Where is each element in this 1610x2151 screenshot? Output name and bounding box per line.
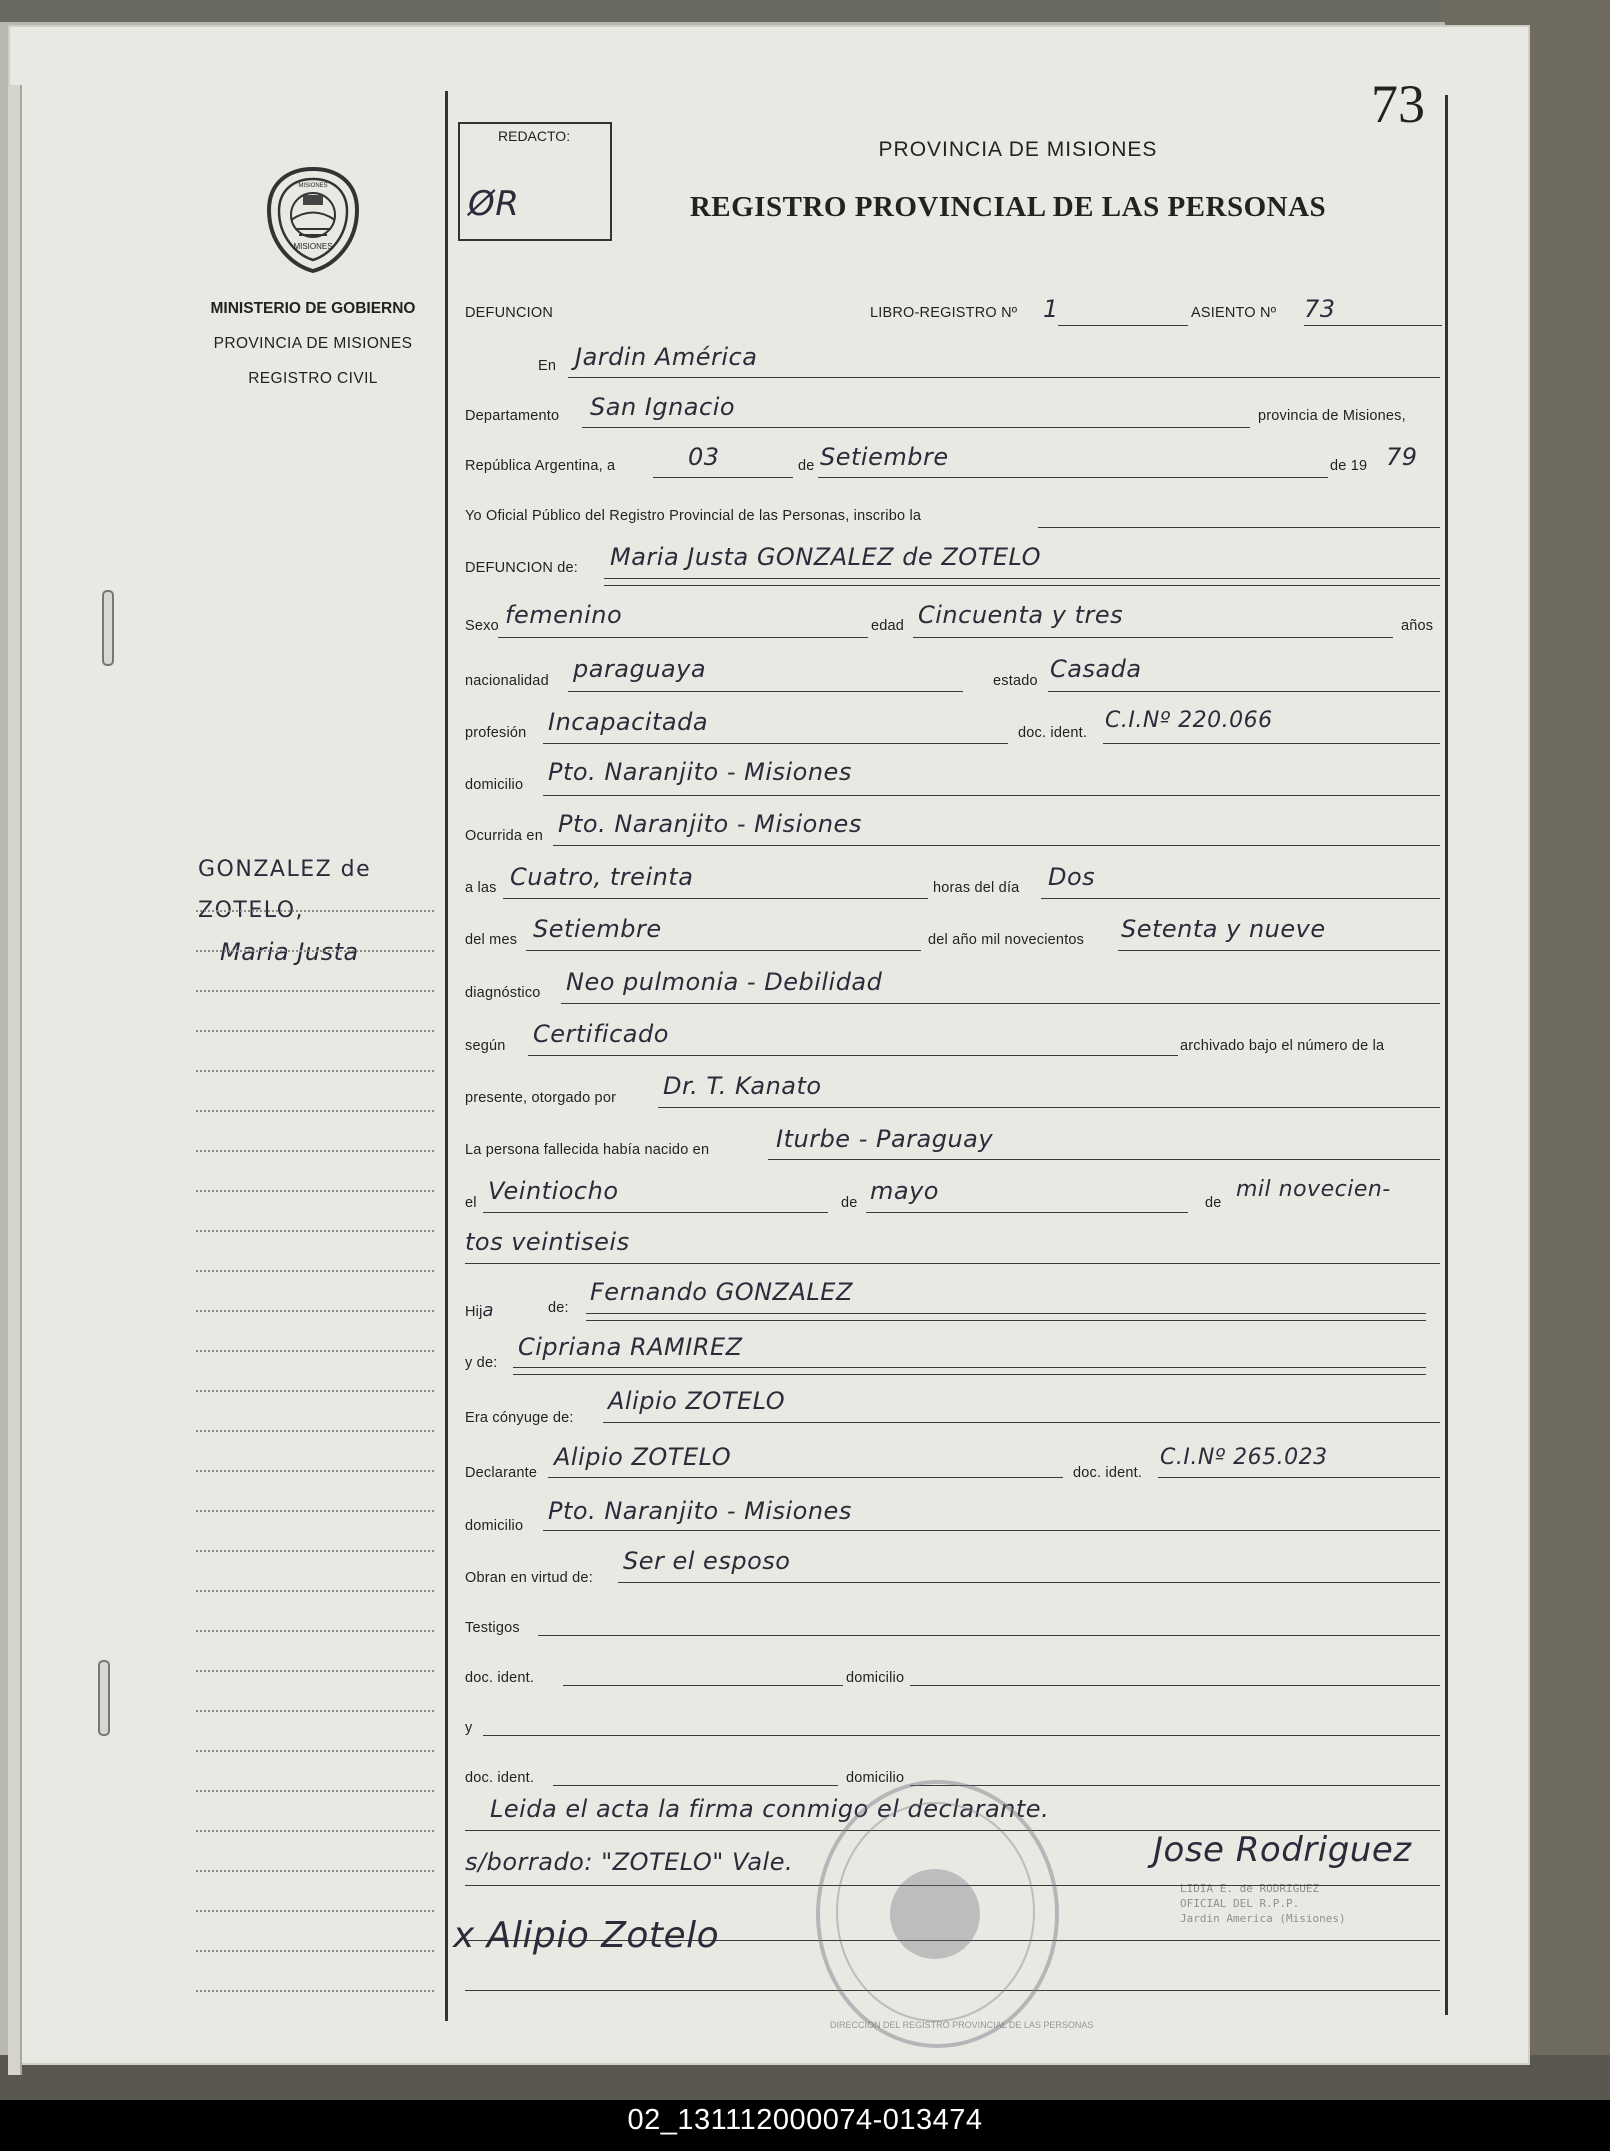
testigos-line bbox=[538, 1635, 1440, 1636]
hija-suffix: a bbox=[482, 1300, 495, 1321]
doc-ident2-line bbox=[1158, 1477, 1440, 1478]
diagnostico-value: Neo pulmonia - Debilidad bbox=[566, 968, 883, 996]
doc-ident-line bbox=[1103, 743, 1440, 744]
defuncion-line2 bbox=[604, 585, 1440, 586]
margin-dotted-line bbox=[196, 1350, 434, 1352]
nacionalidad-label: nacionalidad bbox=[465, 673, 549, 689]
margin-dotted-line bbox=[196, 1710, 434, 1712]
de3-label: de bbox=[1205, 1195, 1222, 1211]
redacto-box bbox=[458, 122, 612, 241]
anio-value: 79 bbox=[1386, 443, 1418, 471]
estado-line bbox=[1048, 691, 1440, 692]
nacido-label: La persona fallecida había nacido en bbox=[465, 1142, 710, 1158]
mes-value: Setiembre bbox=[820, 443, 949, 471]
profesion-label: profesión bbox=[465, 725, 527, 741]
domicilio2-value: Pto. Naranjito - Misiones bbox=[548, 1497, 852, 1525]
margin-dotted-line bbox=[196, 1190, 434, 1192]
domicilio4-label: domicilio bbox=[846, 1770, 905, 1786]
seal-top-text: MISIONES bbox=[298, 183, 328, 189]
ocurrida-value: Pto. Naranjito - Misiones bbox=[558, 810, 862, 838]
hija-label bbox=[465, 1300, 494, 1321]
hija-prefix: Hij bbox=[465, 1304, 483, 1320]
margin-dotted-line bbox=[196, 1110, 434, 1112]
seal-bottom-text: MISIONES bbox=[293, 242, 333, 251]
register-page bbox=[8, 25, 1530, 2065]
doc-ident4-label: doc. ident. bbox=[465, 1770, 535, 1786]
margin-dotted-line bbox=[196, 1270, 434, 1272]
presente-line bbox=[658, 1107, 1440, 1108]
dia-line bbox=[653, 477, 793, 478]
yde-label: y de: bbox=[465, 1355, 498, 1371]
margin-dotted-line bbox=[196, 1510, 434, 1512]
margin-dotted-line bbox=[196, 1430, 434, 1432]
diagnostico-line bbox=[561, 1003, 1440, 1004]
segun-line bbox=[528, 1055, 1178, 1056]
horas-label: horas del día bbox=[933, 880, 1020, 896]
padre-value: Fernando GONZALEZ bbox=[590, 1278, 853, 1306]
margin-dotted-line bbox=[196, 1750, 434, 1752]
domicilio2-line bbox=[543, 1530, 1440, 1531]
defuncion-label: DEFUNCION bbox=[465, 305, 553, 321]
ocurrida-line bbox=[553, 845, 1440, 846]
doc-ident2-value: C.I.Nº 265.023 bbox=[1160, 1445, 1328, 1470]
staple bbox=[98, 1660, 110, 1736]
y-line bbox=[483, 1735, 1440, 1736]
dia-value: 03 bbox=[688, 443, 720, 471]
edad-label: edad bbox=[871, 618, 905, 634]
margin-dotted-line bbox=[196, 910, 434, 912]
presente-value: Dr. T. Kanato bbox=[663, 1072, 822, 1100]
domicilio2-label: domicilio bbox=[465, 1518, 524, 1534]
sobreraspado-text: s/borrado: "ZOTELO" Vale. bbox=[465, 1848, 794, 1876]
official-stamp: LIDIA E. de RODRIGUEZ OFICIAL DEL R.P.P. Jardin America (Misiones) bbox=[1180, 1882, 1346, 1925]
previous-page-edge bbox=[8, 85, 22, 2075]
delano-value: Setenta y nueve bbox=[1121, 915, 1326, 943]
right-rule bbox=[1445, 95, 1448, 2015]
horas-value: Dos bbox=[1048, 863, 1096, 891]
delano-line bbox=[1118, 950, 1440, 951]
departamento-label: Departamento bbox=[465, 408, 560, 424]
margin-dotted-line bbox=[196, 1030, 434, 1032]
provincia-label: provincia de Misiones, bbox=[1258, 408, 1406, 424]
margin-dotted-line bbox=[196, 950, 434, 952]
doc-ident-value: C.I.Nº 220.066 bbox=[1105, 708, 1273, 733]
anio2-value-a: mil novecien- bbox=[1236, 1177, 1391, 1202]
redacto-label: REDACTO: bbox=[498, 128, 571, 144]
sexo-value: femenino bbox=[505, 601, 623, 629]
delano-label: del año mil novecientos bbox=[928, 932, 1085, 948]
obran-label: Obran en virtud de: bbox=[465, 1570, 593, 1586]
oficial-line bbox=[1038, 527, 1440, 528]
de-label: de bbox=[798, 458, 815, 474]
segun-value: Certificado bbox=[533, 1020, 669, 1048]
sexo-label: Sexo bbox=[465, 618, 499, 634]
margin-dotted-line bbox=[196, 1550, 434, 1552]
margin-dotted-line bbox=[196, 1670, 434, 1672]
asiento-line bbox=[1304, 325, 1442, 326]
margin-rule bbox=[445, 91, 448, 2021]
alas-line bbox=[503, 898, 928, 899]
margin-dotted-line bbox=[196, 990, 434, 992]
ocurrida-label: Ocurrida en bbox=[465, 828, 543, 844]
margin-note-line2: ZOTELO, bbox=[198, 898, 305, 923]
redacto-initials: ØR bbox=[468, 184, 520, 224]
en-value: Jardin América bbox=[575, 343, 758, 371]
delmes-label: del mes bbox=[465, 932, 518, 948]
madre-line bbox=[513, 1367, 1426, 1368]
domicilio-label: domicilio bbox=[465, 777, 524, 793]
conyuge-value: Alipio ZOTELO bbox=[608, 1387, 786, 1415]
conyuge-line bbox=[603, 1422, 1440, 1423]
domicilio-line bbox=[543, 795, 1440, 796]
defuncion-de-value: Maria Justa GONZALEZ de ZOTELO bbox=[610, 543, 1042, 571]
en-label: En bbox=[538, 358, 557, 374]
province-heading: PROVINCIA DE MISIONES bbox=[878, 138, 1158, 161]
nacido-line bbox=[768, 1159, 1440, 1160]
madre-line2 bbox=[513, 1374, 1426, 1375]
obran-value: Ser el esposo bbox=[623, 1547, 791, 1575]
registry-round-seal bbox=[816, 1780, 1094, 2048]
leida-text: Leida el acta la firma conmigo el declarante. bbox=[490, 1795, 1050, 1823]
archivado-label: archivado bajo el número de la bbox=[1180, 1038, 1385, 1054]
anio2-value-b: tos veintiseis bbox=[465, 1228, 630, 1256]
diagnostico-label: diagnóstico bbox=[465, 985, 541, 1001]
ministry-line3: REGISTRO CIVIL bbox=[248, 370, 378, 387]
el-label: el bbox=[465, 1195, 477, 1211]
mes2-line bbox=[866, 1212, 1188, 1213]
mes2-value: mayo bbox=[870, 1177, 939, 1205]
en-line bbox=[568, 377, 1440, 378]
nacionalidad-line bbox=[568, 691, 963, 692]
registry-heading: REGISTRO PROVINCIAL DE LAS PERSONAS bbox=[689, 191, 1327, 223]
libro-value: 1 bbox=[1043, 295, 1059, 323]
presente-label: presente, otorgado por bbox=[465, 1090, 617, 1106]
domicilio3-line bbox=[910, 1685, 1440, 1686]
margin-note-line3: Maria Justa bbox=[220, 938, 359, 966]
defuncion-line bbox=[604, 578, 1440, 579]
libro-label: LIBRO-REGISTRO Nº bbox=[870, 305, 1018, 321]
hija-de-label: de: bbox=[548, 1300, 569, 1316]
edad-value: Cincuenta y tres bbox=[918, 601, 1124, 629]
y-label: y bbox=[465, 1720, 473, 1736]
margin-dotted-line bbox=[196, 1310, 434, 1312]
coat-of-arms-seal bbox=[263, 165, 363, 275]
anio2-line bbox=[465, 1263, 1440, 1264]
official-signature: Jose Rodriguez bbox=[1153, 1830, 1412, 1870]
declarante-line bbox=[548, 1477, 1063, 1478]
declarante-signature: x Alipio Zotelo bbox=[453, 1915, 720, 1956]
doc-ident3-label: doc. ident. bbox=[465, 1670, 535, 1686]
defuncion-de-label: DEFUNCION de: bbox=[465, 560, 578, 576]
book-top-edge bbox=[0, 0, 1610, 22]
domicilio-value: Pto. Naranjito - Misiones bbox=[548, 758, 852, 786]
edad-line bbox=[913, 637, 1393, 638]
libro-line bbox=[1058, 325, 1188, 326]
testigos-label: Testigos bbox=[465, 1620, 520, 1636]
doc-ident4-line bbox=[553, 1785, 838, 1786]
margin-dotted-line bbox=[196, 1870, 434, 1872]
ministry-line2: PROVINCIA DE MISIONES bbox=[213, 335, 413, 352]
margin-note-line1: GONZALEZ de bbox=[198, 857, 372, 882]
margin-dotted-line bbox=[196, 1150, 434, 1152]
profesion-line bbox=[543, 743, 1008, 744]
margin-dotted-line bbox=[196, 1230, 434, 1232]
departamento-line bbox=[582, 427, 1250, 428]
margin-dotted-line bbox=[196, 1590, 434, 1592]
page-number: 73 bbox=[1371, 74, 1425, 134]
sexo-line bbox=[498, 637, 868, 638]
republica-label: República Argentina, a bbox=[465, 458, 616, 474]
madre-value: Cipriana RAMIREZ bbox=[518, 1333, 743, 1361]
segun-label: según bbox=[465, 1038, 506, 1054]
declarante-value: Alipio ZOTELO bbox=[554, 1443, 732, 1471]
delmes-value: Setiembre bbox=[533, 915, 662, 943]
alas-label: a las bbox=[465, 880, 497, 896]
margin-dotted-line bbox=[196, 1790, 434, 1792]
profesion-value: Incapacitada bbox=[548, 708, 709, 736]
doc-ident3-line bbox=[563, 1685, 843, 1686]
padre-line2 bbox=[586, 1320, 1426, 1321]
estado-value: Casada bbox=[1050, 655, 1142, 683]
margin-dotted-line bbox=[196, 1630, 434, 1632]
nacionalidad-value: paraguaya bbox=[573, 655, 707, 683]
margin-dotted-line bbox=[196, 1950, 434, 1952]
ministry-line1: MINISTERIO DE GOBIERNO bbox=[210, 300, 416, 317]
delmes-line bbox=[526, 950, 921, 951]
horas-line bbox=[1041, 898, 1440, 899]
margin-dotted-line bbox=[196, 1470, 434, 1472]
doc-ident2-label: doc. ident. bbox=[1073, 1465, 1143, 1481]
oficial-text: Yo Oficial Público del Registro Provincial de las Personas, inscribo la bbox=[465, 508, 922, 524]
alas-value: Cuatro, treinta bbox=[510, 863, 694, 891]
margin-dotted-line bbox=[196, 1070, 434, 1072]
anos-label: años bbox=[1401, 618, 1434, 634]
margin-dotted-line bbox=[196, 1830, 434, 1832]
departamento-value: San Ignacio bbox=[590, 393, 736, 421]
de2-label: de bbox=[841, 1195, 858, 1211]
asiento-label: ASIENTO Nº bbox=[1191, 305, 1277, 321]
footer-filename: 02_131112000074-013474 bbox=[627, 2104, 983, 2136]
staple bbox=[102, 590, 114, 666]
seal-text: DIRECCION DEL REGISTRO PROVINCIAL DE LAS PERSONAS bbox=[830, 2020, 1094, 2030]
domicilio3-label: domicilio bbox=[846, 1670, 905, 1686]
margin-dotted-line bbox=[196, 1990, 434, 1992]
declarante-label: Declarante bbox=[465, 1465, 538, 1481]
conyuge-label: Era cónyuge de: bbox=[465, 1410, 574, 1426]
obran-line bbox=[618, 1582, 1440, 1583]
estado-label: estado bbox=[993, 673, 1038, 689]
doc-ident-label: doc. ident. bbox=[1018, 725, 1088, 741]
margin-dotted-line bbox=[196, 1910, 434, 1912]
el-line bbox=[483, 1212, 828, 1213]
margin-dotted-line bbox=[196, 1390, 434, 1392]
asiento-value: 73 bbox=[1304, 295, 1336, 323]
nacido-value: Iturbe - Paraguay bbox=[776, 1125, 994, 1153]
domicilio4-line bbox=[910, 1785, 1440, 1786]
el-value: Veintiocho bbox=[488, 1177, 619, 1205]
de19-label: de 19 bbox=[1330, 458, 1368, 474]
mes-line bbox=[818, 477, 1328, 478]
padre-line bbox=[586, 1313, 1426, 1314]
